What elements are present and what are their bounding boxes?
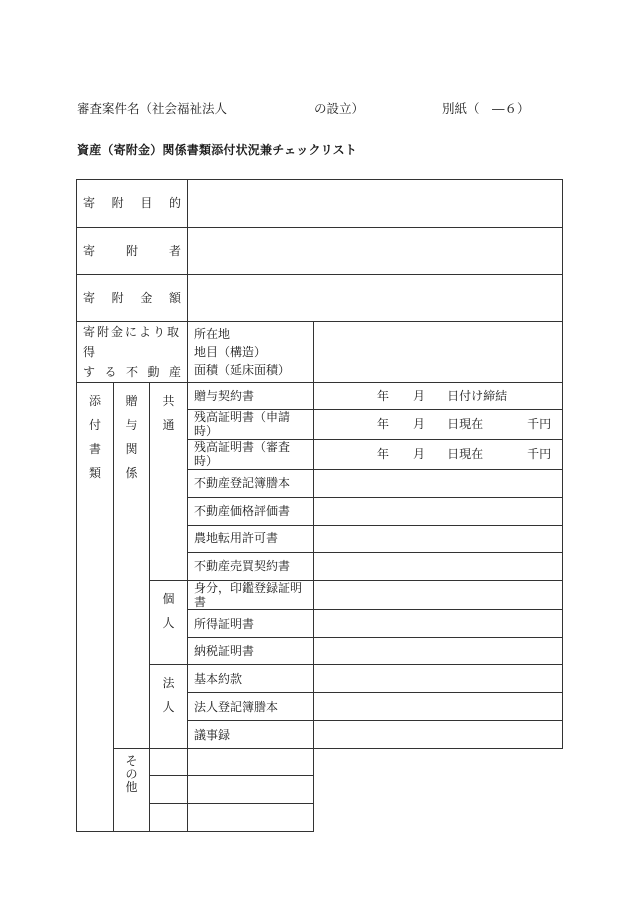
doc-name: 法人登記簿謄本 [188,693,314,721]
other-doc-name-field[interactable] [150,749,188,776]
label-char: 産 [169,365,182,379]
doc-date-cell[interactable] [314,439,563,469]
doc-field[interactable] [314,693,563,721]
gift-relation-label: 贈与関係 [125,394,138,480]
other-label: その他 [125,754,138,795]
property-label-line1: 寄附金により取得 [83,325,182,359]
doc-field[interactable] [188,776,314,804]
other-doc-name-field[interactable] [150,804,188,832]
label-char: 附 [111,196,124,211]
donor-field[interactable] [188,228,563,275]
unit-label: 千円 [527,417,552,432]
row-purpose [77,180,563,228]
property-area-label: 面積（延床面積） [194,363,291,377]
checklist-table [76,179,563,832]
property-field[interactable] [314,322,563,383]
label-char: 的 [169,196,182,211]
property-location-label: 所在地 [194,327,231,341]
date-suffix: 日付け締結 [447,388,508,403]
property-items-cell [188,322,314,383]
individual-label-cell [150,580,188,665]
attachment-number: 別紙（ ―６） [442,101,530,116]
label-char: す [83,365,96,379]
date-suffix: 日現在 [447,417,484,432]
year-label: 年 [377,388,390,403]
attached-docs-label: 添付書類 [88,394,101,480]
doc-date-cell[interactable] [314,383,563,410]
common-label-cell [150,383,188,581]
attached-docs-label-cell [77,383,114,832]
doc-field[interactable] [314,552,563,580]
doc-field[interactable] [314,525,563,552]
case-name-suffix: の設立） [314,101,365,116]
doc-name: 農地転用許可書 [188,525,314,552]
doc-name: 残高証明書（申請時） [188,410,314,440]
unit-label: 千円 [527,446,552,461]
doc-name: 身分，印鑑登録証明書 [188,580,314,610]
doc-field[interactable] [314,721,563,749]
doc-row [77,665,563,693]
doc-name: 不動産価格評価書 [188,497,314,525]
doc-row [77,580,563,610]
doc-field[interactable] [188,804,314,832]
other-label-cell [114,749,150,832]
label-char: 寄 [83,243,96,258]
property-category-label: 地目（構造） [194,345,267,359]
doc-name: 議事録 [188,721,314,749]
label-char: 目 [140,196,153,211]
month-label: 月 [413,388,426,403]
amount-label-cell [77,275,188,322]
amount-field[interactable] [188,275,563,322]
gift-relation-label-cell [114,383,150,749]
label-char: 動 [147,365,160,379]
year-label: 年 [377,417,390,432]
common-label: 共通 [162,394,175,432]
corporation-label-cell [150,665,188,749]
doc-name: 不動産登記簿謄本 [188,469,314,497]
individual-label: 個人 [162,591,175,630]
purpose-label-cell [77,180,188,228]
row-property [77,322,563,383]
label-char: 附 [111,290,124,305]
doc-name: 基本約款 [188,665,314,693]
row-donor [77,228,563,275]
donor-label-cell [77,228,188,275]
date-suffix: 日現在 [447,446,484,461]
case-name-prefix: 審査案件名（社会福祉法人 [77,101,228,116]
doc-row [77,776,563,804]
label-char: 寄 [83,290,96,305]
label-char: 者 [169,243,182,258]
label-char: 寄 [83,196,96,211]
label-char: る [104,365,117,379]
label-char: 附 [126,243,139,258]
page-title: 資産（寄附金）関係書類添付状況兼チェックリスト [77,143,358,157]
purpose-field[interactable] [188,180,563,228]
doc-field[interactable] [314,497,563,525]
doc-name: 不動産売買契約書 [188,552,314,580]
doc-name: 贈与契約書 [188,383,314,410]
label-char: 額 [169,290,182,305]
label-char: 金 [140,290,153,305]
doc-field[interactable] [314,469,563,497]
month-label: 月 [413,446,426,461]
doc-row [77,383,563,410]
doc-date-cell[interactable] [314,410,563,440]
doc-name: 納税証明書 [188,638,314,665]
doc-name: 所得証明書 [188,610,314,638]
property-label-cell [77,322,188,383]
label-char: 不 [126,365,139,379]
year-label: 年 [377,446,390,461]
other-doc-name-field[interactable] [150,776,188,804]
row-amount [77,275,563,322]
doc-field[interactable] [314,638,563,665]
doc-field[interactable] [314,665,563,693]
doc-field[interactable] [314,610,563,638]
doc-row [77,749,563,776]
month-label: 月 [413,417,426,432]
doc-field[interactable] [314,580,563,610]
corporation-label: 法人 [162,676,175,715]
doc-field[interactable] [188,749,314,776]
doc-name: 残高証明書（審査時） [188,439,314,469]
doc-row [77,804,563,832]
